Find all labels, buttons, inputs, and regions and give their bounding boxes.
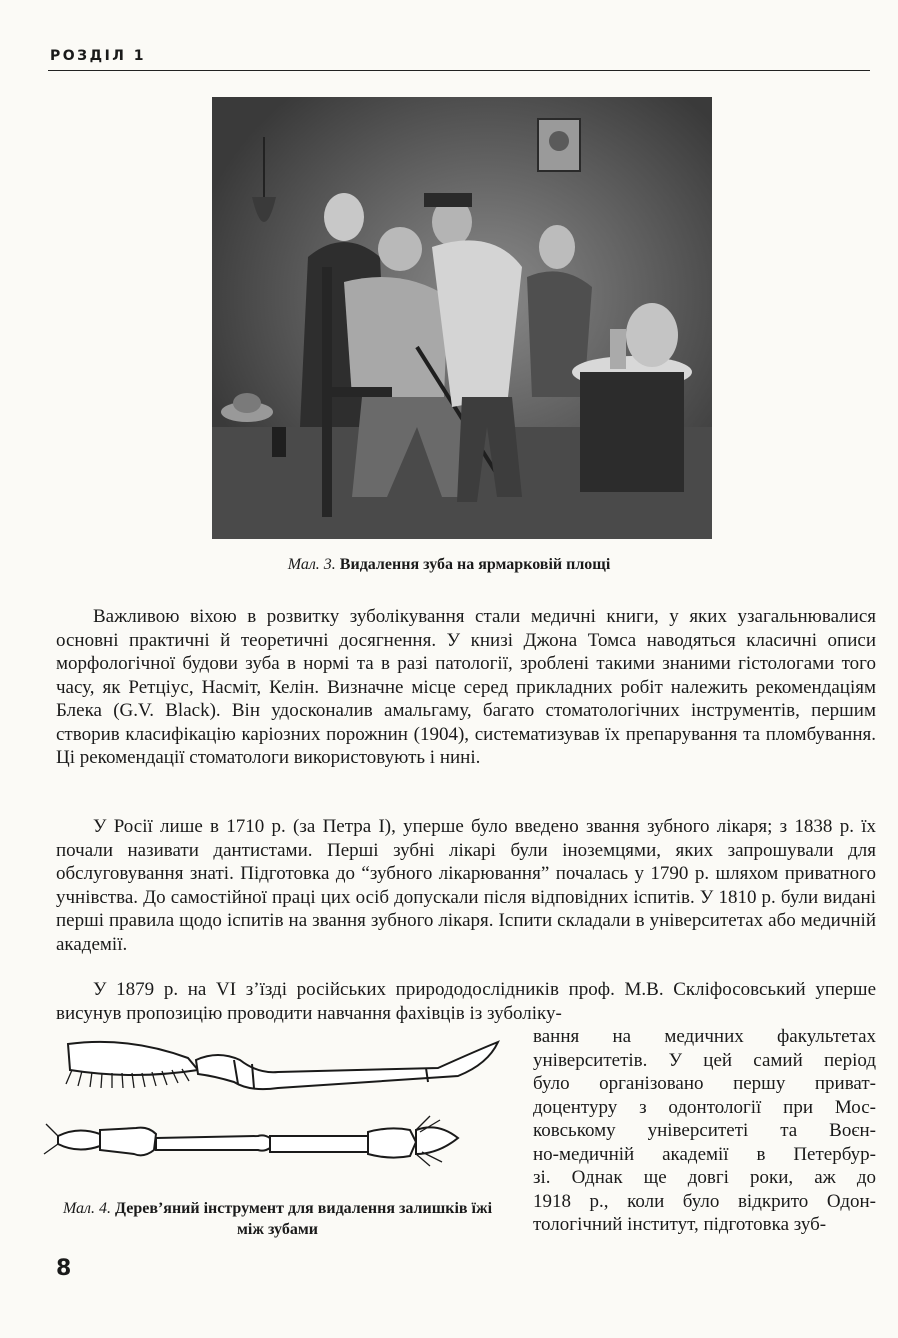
paragraph-3: У 1879 р. на VI з’їзді російських природодослідників проф. М.В. Скліфосовський уперше висунув пропозицію проводити навчання фахівців із зуболіку- — [56, 979, 876, 1024]
paragraph-2: У Росії лише в 1710 р. (за Петра І), уперше було введено звання зубного лікаря; з 1838 р. їх почали називати дантистами. Перші зубні лікарі були іноземцями, яких запрошували для обслуговування знаті. Підготовка до “зубного лікарювання” почалась у 1790 р. шляхом приватного учнівства. До самостійної праці цих осіб допускали після відповідних іспитів. У 1810 р. були видані перші правила щодо іспитів на звання зубного лікаря. Іспити складали в університетах або медичній академії. — [56, 816, 876, 955]
figure-4-caption — [50, 1198, 505, 1240]
column-line: но-медичній академії в Петербур- — [533, 1143, 876, 1165]
paragraph-1: Важливою віхою в розвитку зуболікування стали медичні книги, у яких узагальнювалися основні практичні й теоретичні досягнення. У книзі Джона Томса наводяться класичні описи морфологічної будови зуба в нормі та в разі патології, зроблені такими знаними гістологами того часу, як Ретціус, Насміт, Келін. Визначне місце серед прикладних робіт належить рекомендаціям Блека (G.V. Black). Він удосконалив амальгаму, багато стоматологічних інструментів, першим створив класифікацію каріозних порожнин (1904), систематизував їх препарування та пломбування. Ці рекомендації стоматологи використовують і нині. — [56, 606, 876, 768]
column-line: зі. Однак ще довгі роки, аж до — [533, 1167, 876, 1188]
column-line: вання на медичних факультетах — [533, 1026, 876, 1047]
figure-3-number: Мал. 3. — [287, 556, 336, 573]
column-line: тологічний інститут, підготовка зуб- — [533, 1214, 827, 1235]
column-line: доцентуру з одонтології при Мос- — [533, 1096, 876, 1118]
figure-3-title: Видалення зуба на ярмарковій площі — [339, 556, 611, 573]
figure-4-instruments — [38, 1030, 508, 1190]
running-header — [48, 48, 870, 71]
figure-4-number: Мал. 4. — [62, 1200, 112, 1217]
figure-4-title: Дерев’яний інструмент для видалення залишків їжі між зубами — [115, 1200, 493, 1238]
right-column-text — [533, 1025, 876, 1237]
column-line: було організовано першу приват- — [533, 1073, 876, 1094]
figure-3-caption — [0, 556, 898, 574]
column-line: університетів. У цей самий період — [533, 1049, 876, 1071]
figure-3-engraving — [212, 97, 712, 539]
column-line: ковському університеті та Воєн- — [533, 1120, 876, 1141]
section-label: РОЗДІЛ 1 — [50, 48, 147, 64]
column-line: 1918 р., коли було відкрито Одон- — [533, 1190, 876, 1212]
page-number: 8 — [56, 1256, 72, 1281]
